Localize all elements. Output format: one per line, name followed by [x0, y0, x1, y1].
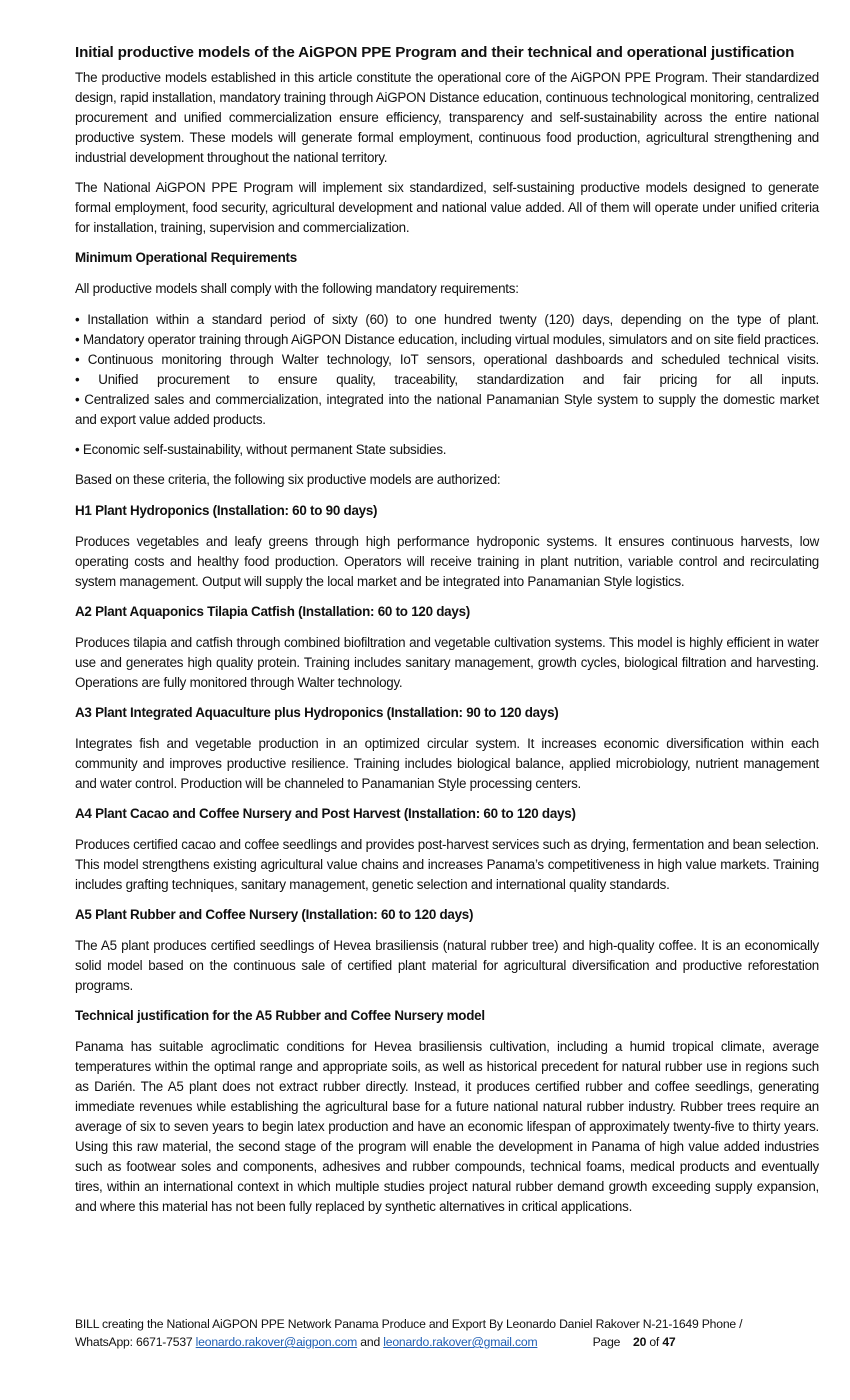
requirements-closing: Based on these criteria, the following six productive models are authorized:	[75, 472, 501, 487]
document-page	[75, 42, 819, 1227]
page-current: 20	[633, 1335, 647, 1349]
model-body-a4: Produces certified cacao and coffee seedlings and provides post-harvest services such as drying, fermentation and bean selection. This model strengthens existing agricultural value chains and increases Panama’s competitiveness in high value markets. Training includes grafting techniques, sanitary management, genetic selection and international quality standards.	[75, 837, 819, 892]
model-heading-a5: A5 Plant Rubber and Coffee Nursery (Installation: 60 to 120 days)	[75, 907, 474, 922]
requirement-item: • Continuous monitoring through Walter technology, IoT sensors, operational dashboards and scheduled technical visits.	[75, 352, 819, 367]
email-link-gmail[interactable]: leonardo.rakover@gmail.com	[383, 1335, 538, 1349]
model-heading-a4: A4 Plant Cacao and Coffee Nursery and Post Harvest (Installation: 60 to 120 days)	[75, 806, 576, 821]
requirements-lead: All productive models shall comply with the following mandatory requirements:	[75, 281, 519, 296]
footer-line-2	[75, 1333, 819, 1351]
requirements-list	[75, 310, 819, 430]
page-number	[593, 1333, 676, 1351]
requirement-item: • Unified procurement to ensure quality, traceability, standardization and fair pricing for all inputs.	[75, 372, 819, 387]
footer-conjunction: and	[357, 1335, 384, 1349]
model-body-h1: Produces vegetables and leafy greens through high performance hydroponic systems. It ensures continuous harvests, low operating costs and healthy food production. Operators will receive training in plant nutrition, variable control and recirculating system management. Output will supply the local market and be integrated into Panamanian Style logistics.	[75, 534, 819, 589]
footer-line-1: BILL creating the National AiGPON PPE Network Panama Produce and Export By Leonardo Daniel Rakover N-21-1649 Phone /	[75, 1317, 743, 1331]
requirement-item-final: • Economic self-sustainability, without permanent State subsidies.	[75, 442, 447, 457]
page-of: of	[649, 1335, 660, 1349]
footer-phone: WhatsApp: 6671-7537	[75, 1335, 196, 1349]
requirements-heading: Minimum Operational Requirements	[75, 250, 297, 265]
model-body-a2: Produces tilapia and catfish through combined biofiltration and vegetable cultivation systems. This model is highly efficient in water use and generates high quality protein. Training includes sanitary management, growth cycles, biological filtration and harvesting. Operations are fully monitored through Walter technology.	[75, 635, 819, 690]
intro-paragraph-1: The productive models established in this article constitute the operational core of the AiGPON PPE Program. Their standardized design, rapid installation, mandatory training through AiGPON Distance education, continuous technological monitoring, centralized procurement and unified commercialization ensure efficiency, transparency and self-sustainability across the entire national productive system. These models will generate formal employment, continuous food production, agricultural strengthening and industrial development throughout the national territory.	[75, 70, 819, 165]
justification-body: Panama has suitable agroclimatic conditions for Hevea brasiliensis cultivation, including a humid tropical climate, average temperatures within the optimal range and appropriate soils, as well as historical precedent for natural rubber use in regions such as Darién. The A5 plant does not extract rubber directly. Instead, it produces certified rubber and coffee seedlings, generating immediate revenues while establishing the agricultural base for a future national natural rubber industry. Rubber trees require an average of six to seven years to begin latex production and have an economic lifespan of approximately twenty-five to thirty years. Using this raw material, the second stage of the program will enable the development in Panama of high value added industries such as footwear soles and components, adhesives and rubber compounds, technical foams, medical products and eventually tires, within an international context in which multiple studies project natural rubber demand growth exceeding supply expansion, and where this material has not been fully replaced by synthetic alternatives in critical applications.	[75, 1039, 819, 1214]
model-body-a5: The A5 plant produces certified seedlings of Hevea brasiliensis (natural rubber tree) and high-quality coffee. It is an economically solid model based on the continuous sale of certified plant material for agricultural diversification and productive reforestation programs.	[75, 938, 819, 993]
intro-paragraph-2: The National AiGPON PPE Program will implement six standardized, self-sustaining productive models designed to generate formal employment, food security, agricultural development and national value added. All of them will operate under unified criteria for installation, training, supervision and commercialization.	[75, 180, 819, 235]
page-label: Page	[592, 1335, 621, 1349]
model-heading-h1: H1 Plant Hydroponics (Installation: 60 to 90 days)	[75, 503, 378, 518]
model-body-a3: Integrates fish and vegetable production in an optimized circular system. It increases economic diversification within each community and improves productive resilience. Training includes biological balance, applied microbiology, nutrient management and water control. Production will be channeled to Panamanian Style processing centers.	[75, 736, 819, 791]
section-title: Initial productive models of the AiGPON PPE Program and their technical and operational justification	[75, 44, 795, 61]
email-link-aigpon[interactable]: leonardo.rakover@aigpon.com	[195, 1335, 358, 1349]
requirement-item: • Mandatory operator training through AiGPON Distance education, including virtual modules, simulators and on site field practices.	[75, 332, 819, 347]
requirement-item: • Centralized sales and commercialization, integrated into the national Panamanian Style system to supply the domestic market and export value added products.	[75, 392, 819, 427]
model-heading-a3: A3 Plant Integrated Aquaculture plus Hydroponics (Installation: 90 to 120 days)	[75, 705, 559, 720]
justification-heading: Technical justification for the A5 Rubber and Coffee Nursery model	[75, 1008, 485, 1023]
page-total: 47	[662, 1335, 676, 1349]
model-heading-a2: A2 Plant Aquaponics Tilapia Catfish (Installation: 60 to 120 days)	[75, 604, 470, 619]
requirement-item: • Installation within a standard period of sixty (60) to one hundred twenty (120) days, depending on the type of plant.	[75, 312, 819, 327]
page-footer	[75, 1315, 819, 1351]
